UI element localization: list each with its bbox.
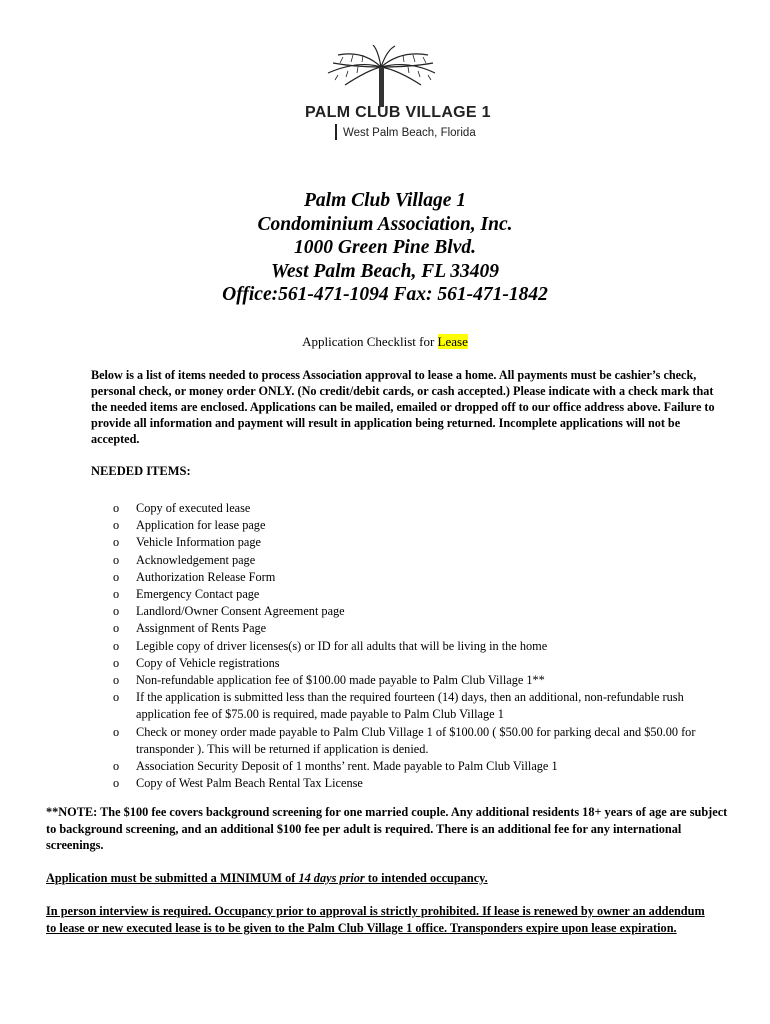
list-item [113, 517, 723, 534]
list-item-text: Assignment of Rents Page [136, 621, 267, 636]
header-line-4: West Palm Beach, FL 33409 [270, 260, 500, 282]
checklist-title-highlight: Lease [437, 334, 468, 349]
list-item [113, 672, 723, 689]
list-item [113, 758, 723, 775]
list-item [113, 500, 723, 517]
list-item-text: Copy of Vehicle registrations [136, 655, 280, 670]
bullet-marker: o [113, 724, 120, 739]
list-item-text: Legible copy of driver licenses(s) or ID for all adults that will be living in the home [136, 638, 548, 653]
list-item [113, 689, 723, 723]
logo-subtitle: West Palm Beach, Florida [343, 127, 476, 139]
checklist-title [0, 334, 770, 350]
bullet-marker: o [113, 587, 120, 602]
intro-paragraph: Below is a list of items needed to process Association approval to lease a home. All payments must be cashier’s check, personal check, or money order ONLY. (No credit/debit cards, or cash accepted.) Please indicate with a check mark that the needed items are enclosed. Applications can be mailed, emailed or dropped off to our office address above. Failure to provide all information and payment will result in application being returned. Incomplete applications will not be accepted. [91, 368, 715, 446]
bullet-marker: o [113, 518, 120, 533]
list-item-text: Acknowledgement page [136, 552, 256, 567]
header-line-3: 1000 Green Pine Blvd. [294, 237, 476, 258]
list-item [113, 775, 723, 792]
list-item-text: Association Security Deposit of 1 months’ rent. Made payable to Palm Club Village 1 [136, 759, 558, 774]
list-item [113, 638, 723, 655]
bullet-marker: o [113, 604, 120, 619]
bullet-marker: o [113, 655, 120, 670]
list-item-text: Authorization Release Form [136, 569, 276, 584]
occupancy-deadline [46, 871, 488, 886]
list-item [113, 552, 723, 569]
needed-items-list [113, 500, 723, 792]
occupancy-emphasis: 14 days prior [298, 871, 365, 885]
header-line-2: Condominium Association, Inc. [257, 213, 513, 235]
logo-divider [335, 124, 337, 140]
bullet-marker: o [113, 535, 120, 550]
bullet-marker: o [113, 552, 120, 567]
list-item [113, 620, 723, 637]
list-item [113, 655, 723, 672]
bullet-marker: o [113, 673, 120, 688]
list-item [113, 569, 723, 586]
logo-title: PALM CLUB VILLAGE 1 [305, 104, 491, 121]
interview-requirement: In person interview is required. Occupancy prior to approval is strictly prohibited. If lease is renewed by owner an addendum to lease or new executed lease is to be given to the Palm Club Village 1 office. Transponders expire upon lease expiration. [46, 904, 705, 935]
occupancy-text-after: to intended occupancy. [364, 871, 488, 885]
bullet-marker: o [113, 621, 120, 636]
list-item-text: Vehicle Information page [136, 535, 261, 550]
bullet-marker: o [113, 638, 120, 653]
list-item-text: If the application is submitted less than the required fourteen (14) days, then an additional, non-refundable rush application fee of $75.00 is required, made payable to Palm Club Village 1 [136, 690, 684, 722]
checklist-title-prefix: Application Checklist for [302, 334, 438, 349]
needed-items-heading: NEEDED ITEMS: [91, 464, 191, 478]
list-item [113, 586, 723, 603]
bullet-marker: o [113, 501, 120, 515]
bullet-marker: o [113, 690, 120, 705]
header-line-1: Palm Club Village 1 [304, 190, 466, 211]
bullet-marker: o [113, 776, 120, 791]
list-item-text: Non-refundable application fee of $100.00 made payable to Palm Club Village 1** [136, 673, 545, 688]
list-item-text: Copy of executed lease [136, 501, 251, 515]
bullet-marker: o [113, 569, 120, 584]
list-item-text: Copy of West Palm Beach Rental Tax License [136, 776, 363, 791]
list-item-text: Check or money order made payable to Palm Club Village 1 of $100.00 ( $50.00 for parking decal and $50.00 for transponder ). This will be returned if application is denied. [136, 724, 696, 756]
occupancy-text-before: Application must be submitted a MINIMUM of [46, 871, 299, 885]
list-item [113, 724, 723, 758]
header-line-5: Office:561-471-1094 Fax: 561-471-1842 [222, 284, 548, 305]
fee-note: **NOTE: The $100 fee covers background screening for one married couple. Any additional residents 18+ years of age are subject to background screening, and an additional $100 fee per adult is required. There is an additional fee for any international screenings. [46, 805, 728, 852]
list-item [113, 534, 723, 551]
association-header [0, 189, 770, 307]
list-item-text: Landlord/Owner Consent Agreement page [136, 604, 345, 619]
list-item [113, 603, 723, 620]
list-item-text: Application for lease page [136, 518, 266, 533]
list-item-text: Emergency Contact page [136, 587, 260, 602]
bullet-marker: o [113, 759, 120, 774]
